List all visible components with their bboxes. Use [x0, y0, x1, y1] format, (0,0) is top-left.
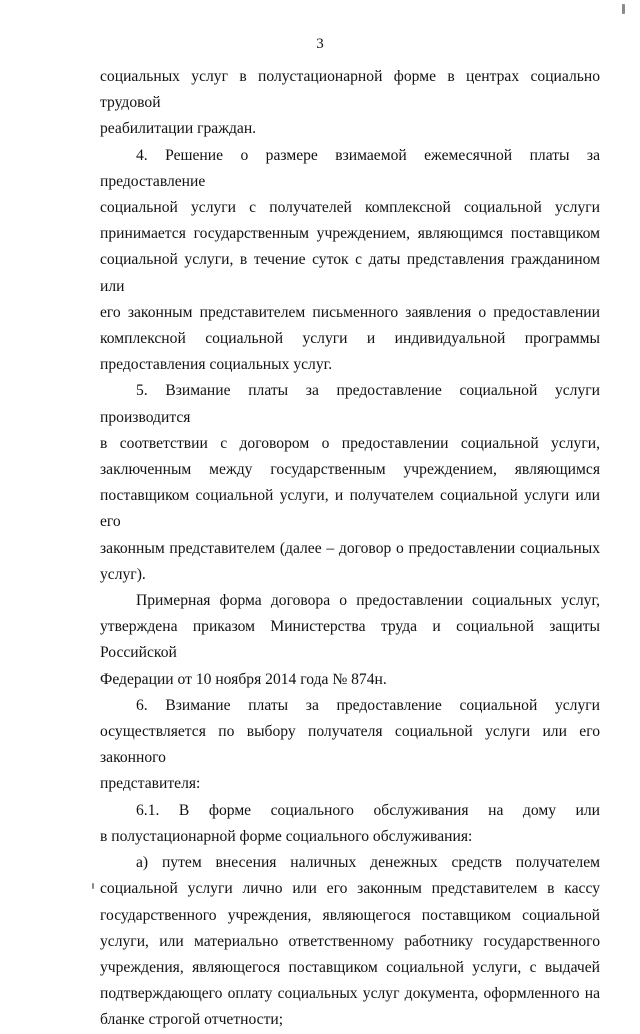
- text-line: бланке строгой отчетности;: [100, 1011, 284, 1029]
- text-line: законным представителем (далее – договор о предоставлении социальных: [100, 539, 600, 557]
- text-line: поставщиком социальной услуги, и получателем социальной услуги или его: [100, 487, 600, 531]
- text-line: реабилитации граждан.: [100, 120, 257, 138]
- text-line: услуги, или материально ответственному работнику государственного: [100, 932, 600, 950]
- text-line: осуществляется по выбору получателя социальной услуги или его законного: [100, 723, 600, 767]
- scan-artifact-mark: [622, 4, 625, 14]
- paragraph-6-1: [100, 798, 600, 850]
- text-line: его законным представителем письменного заявления о предоставлении: [100, 303, 600, 321]
- page-number: 3: [316, 36, 324, 52]
- document-body: [100, 64, 600, 1034]
- text-line: социальной услуги с получателей комплексной социальной услуги: [100, 199, 600, 217]
- text-line: 6. Взимание платы за предоставление социальной услуги: [136, 696, 600, 714]
- text-line: принимается государственным учреждением, являющимся поставщиком: [100, 225, 600, 243]
- text-line: учреждения, являющегося поставщиком социальной услуги, с выдачей: [100, 958, 600, 976]
- text-line: предоставления социальных услуг.: [100, 356, 333, 374]
- text-line: социальных услуг в полустационарной форме в центрах социально трудовой: [100, 68, 600, 112]
- text-line: представителя:: [100, 775, 201, 793]
- paragraph-6: [100, 693, 600, 798]
- text-line: социальной услуги лично или его законным представителем в кассу: [100, 880, 600, 898]
- paragraph-4: [100, 143, 600, 379]
- text-line: социальной услуги, в течение суток с даты представления гражданином или: [100, 251, 600, 295]
- text-line: государственного учреждения, являющегося поставщиком социальной: [100, 906, 600, 924]
- paragraph-continuation: [100, 64, 600, 143]
- text-line: услуг).: [100, 565, 146, 583]
- text-line: 6.1. В форме социального обслуживания на дому или: [136, 801, 600, 819]
- scan-artifact-mark: [92, 883, 94, 889]
- text-line: комплексной социальной услуги и индивидуальной программы: [100, 330, 600, 348]
- text-line: утверждена приказом Министерства труда и социальной защиты Российской: [100, 618, 600, 662]
- paragraph-5: [100, 378, 600, 588]
- text-line: Примерная форма договора о предоставлении социальных услуг,: [136, 592, 600, 610]
- text-line: Федерации от 10 ноября 2014 года № 874н.: [100, 670, 387, 688]
- text-line: в полустационарной форме социального обслуживания:: [100, 827, 473, 845]
- text-line: 5. Взимание платы за предоставление социальной услуги производится: [100, 382, 600, 426]
- paragraph-form: [100, 588, 600, 693]
- text-line: 4. Решение о размере взимаемой ежемесячной платы за предоставление: [100, 146, 600, 190]
- text-line: подтверждающего оплату социальных услуг документа, оформленного на: [100, 985, 600, 1003]
- text-line: в соответствии с договором о предоставлении социальной услуги,: [100, 434, 600, 452]
- text-line: а) путем внесения наличных денежных средств получателем: [136, 854, 600, 872]
- text-line: заключенным между государственным учреждением, являющимся: [100, 461, 600, 479]
- paragraph-a: [100, 850, 600, 1033]
